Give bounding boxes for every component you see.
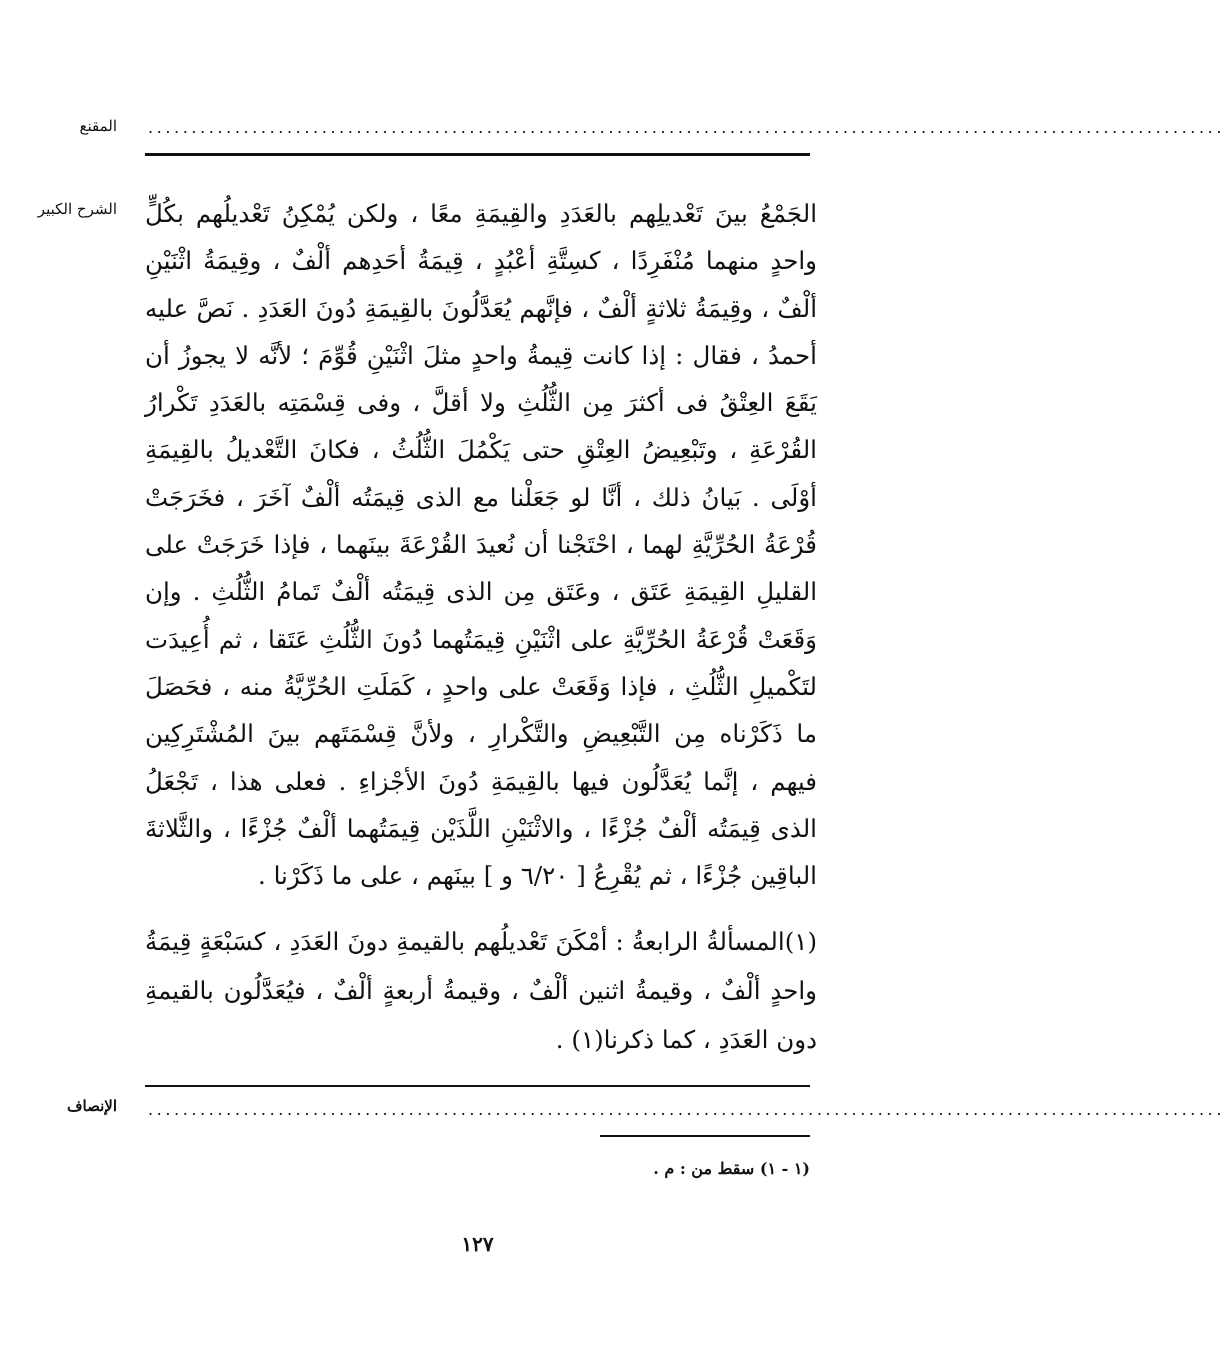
- bottom-side-label: الإنصاف: [66, 1097, 117, 1115]
- second-paragraph: (١)المسألةُ الرابعةُ : أمْكَنَ تَعْديلُهم بالقيمةِ دونَ العَدَدِ ، كسَبْعَةٍ قِيمَةُ واحدٍ ألْفٌ ، وقيمةُ اثنين ألْفٌ ، وقيمةُ أربعةٍ ألْفٌ ، فيُعَدَّلُون بالقيمةِ دون العَدَدِ ، كما ذكرنا(١) .: [145, 927, 817, 1054]
- bottom-rule: [145, 1085, 810, 1087]
- main-paragraph: الجَمْعُ بينَ تَعْديلِهم بالعَدَدِ والقِيمَةِ معًا ، ولكن يُمْكِنُ تَعْديلُهم بكُلٍّ واحدٍ منهما مُنْفَرِدًا ، كسِتَّةِ أعْبُدٍ ، قِيمَةُ أحَدِهم ألْفٌ ، وقِيمَةُ اثْنَيْنِ ألْفٌ ، وقِيمَةُ ثلاثةٍ ألْفٌ ، فإنَّهم يُعَدَّلُونَ بالقِيمَةِ دُونَ العَدَدِ . نَصَّ عليه أحمدُ ، فقال : إذا كانت قِيمةُ واحدٍ مثلَ اثْنَيْنِ قُوِّمَ ؛ لأنَّه لا يجوزُ أن يَقَعَ العِتْقُ فى أكثرَ مِن الثُّلُثِ ولا أقلَّ ، وفى قِسْمَتِه بالعَدَدِ تَكْرارُ القُرْعَةِ ، وتَبْعِيضُ العِتْقِ حتى يَكْمُلَ الثُّلُثُ ، فكانَ التَّعْديلُ بالقِيمَةِ أوْلَى . بَيانُ ذلك ، أنَّا لو جَعَلْنا مع الذى قِيمَتُه ألْفٌ آخَرَ ، فخَرَجَتْ قُرْعَةُ الحُرِّيَّةِ لهما ، احْتَجْنا أن نُعيدَ القُرْعَةَ بينَهما ، فإذا خَرَجَتْ على القليلِ القِيمَةِ عَتَق ، وعَتَق مِن الذى قِيمَتُه ألْفٌ تَمامُ الثُّلُثِ . وإن وَقَعَتْ قُرْعَةُ الحُرِّيَّةِ على اثْنَيْنِ قِيمَتُهما دُونَ الثُّلُثِ عَتَقا ، ثم أُعِيدَت لتَكْميلِ الثُّلُثِ ، فإذا وَقَعَتْ على واحدٍ ، كَمَلَتِ الحُرِّيَّةُ منه ، فحَصَلَ ما ذَكَرْناه مِن التَّبْعِيضِ والتَّكْرارِ ، ولأنَّ قِسْمَتَهم بينَ المُشْتَرِكِين فيهم ، إنَّما يُعَدَّلُون فيها بالقِيمَةِ دُونَ الأجْزاءِ . فعلى هذا ، تَجْعَلُ الذى قِيمَتُه ألْفٌ جُزْءًا ، والاثْنَيْنِ اللَّذَيْن قِيمَتُهما ألْفٌ جُزْءًا ، والثَّلاثةَ الباقِين جُزْءًا ، ثم يُقْرِعُ [ ٦/٢٠ و ] بينَهم ، على ما ذَكَرْنا .: [145, 199, 817, 891]
- footnote-rule: [600, 1135, 810, 1137]
- header-dots: ............................................................................................................................: [148, 118, 1225, 137]
- bottom-dots: ............................................................................................................................: [148, 1100, 1225, 1119]
- header-book-label: المقنع: [79, 117, 117, 135]
- page-number: ١٢٧: [461, 1232, 494, 1256]
- main-side-label: الشرح الكبير: [37, 200, 117, 218]
- header-rule: [145, 153, 810, 156]
- footnote: (١ - ١) سقط من : م .: [653, 1159, 810, 1178]
